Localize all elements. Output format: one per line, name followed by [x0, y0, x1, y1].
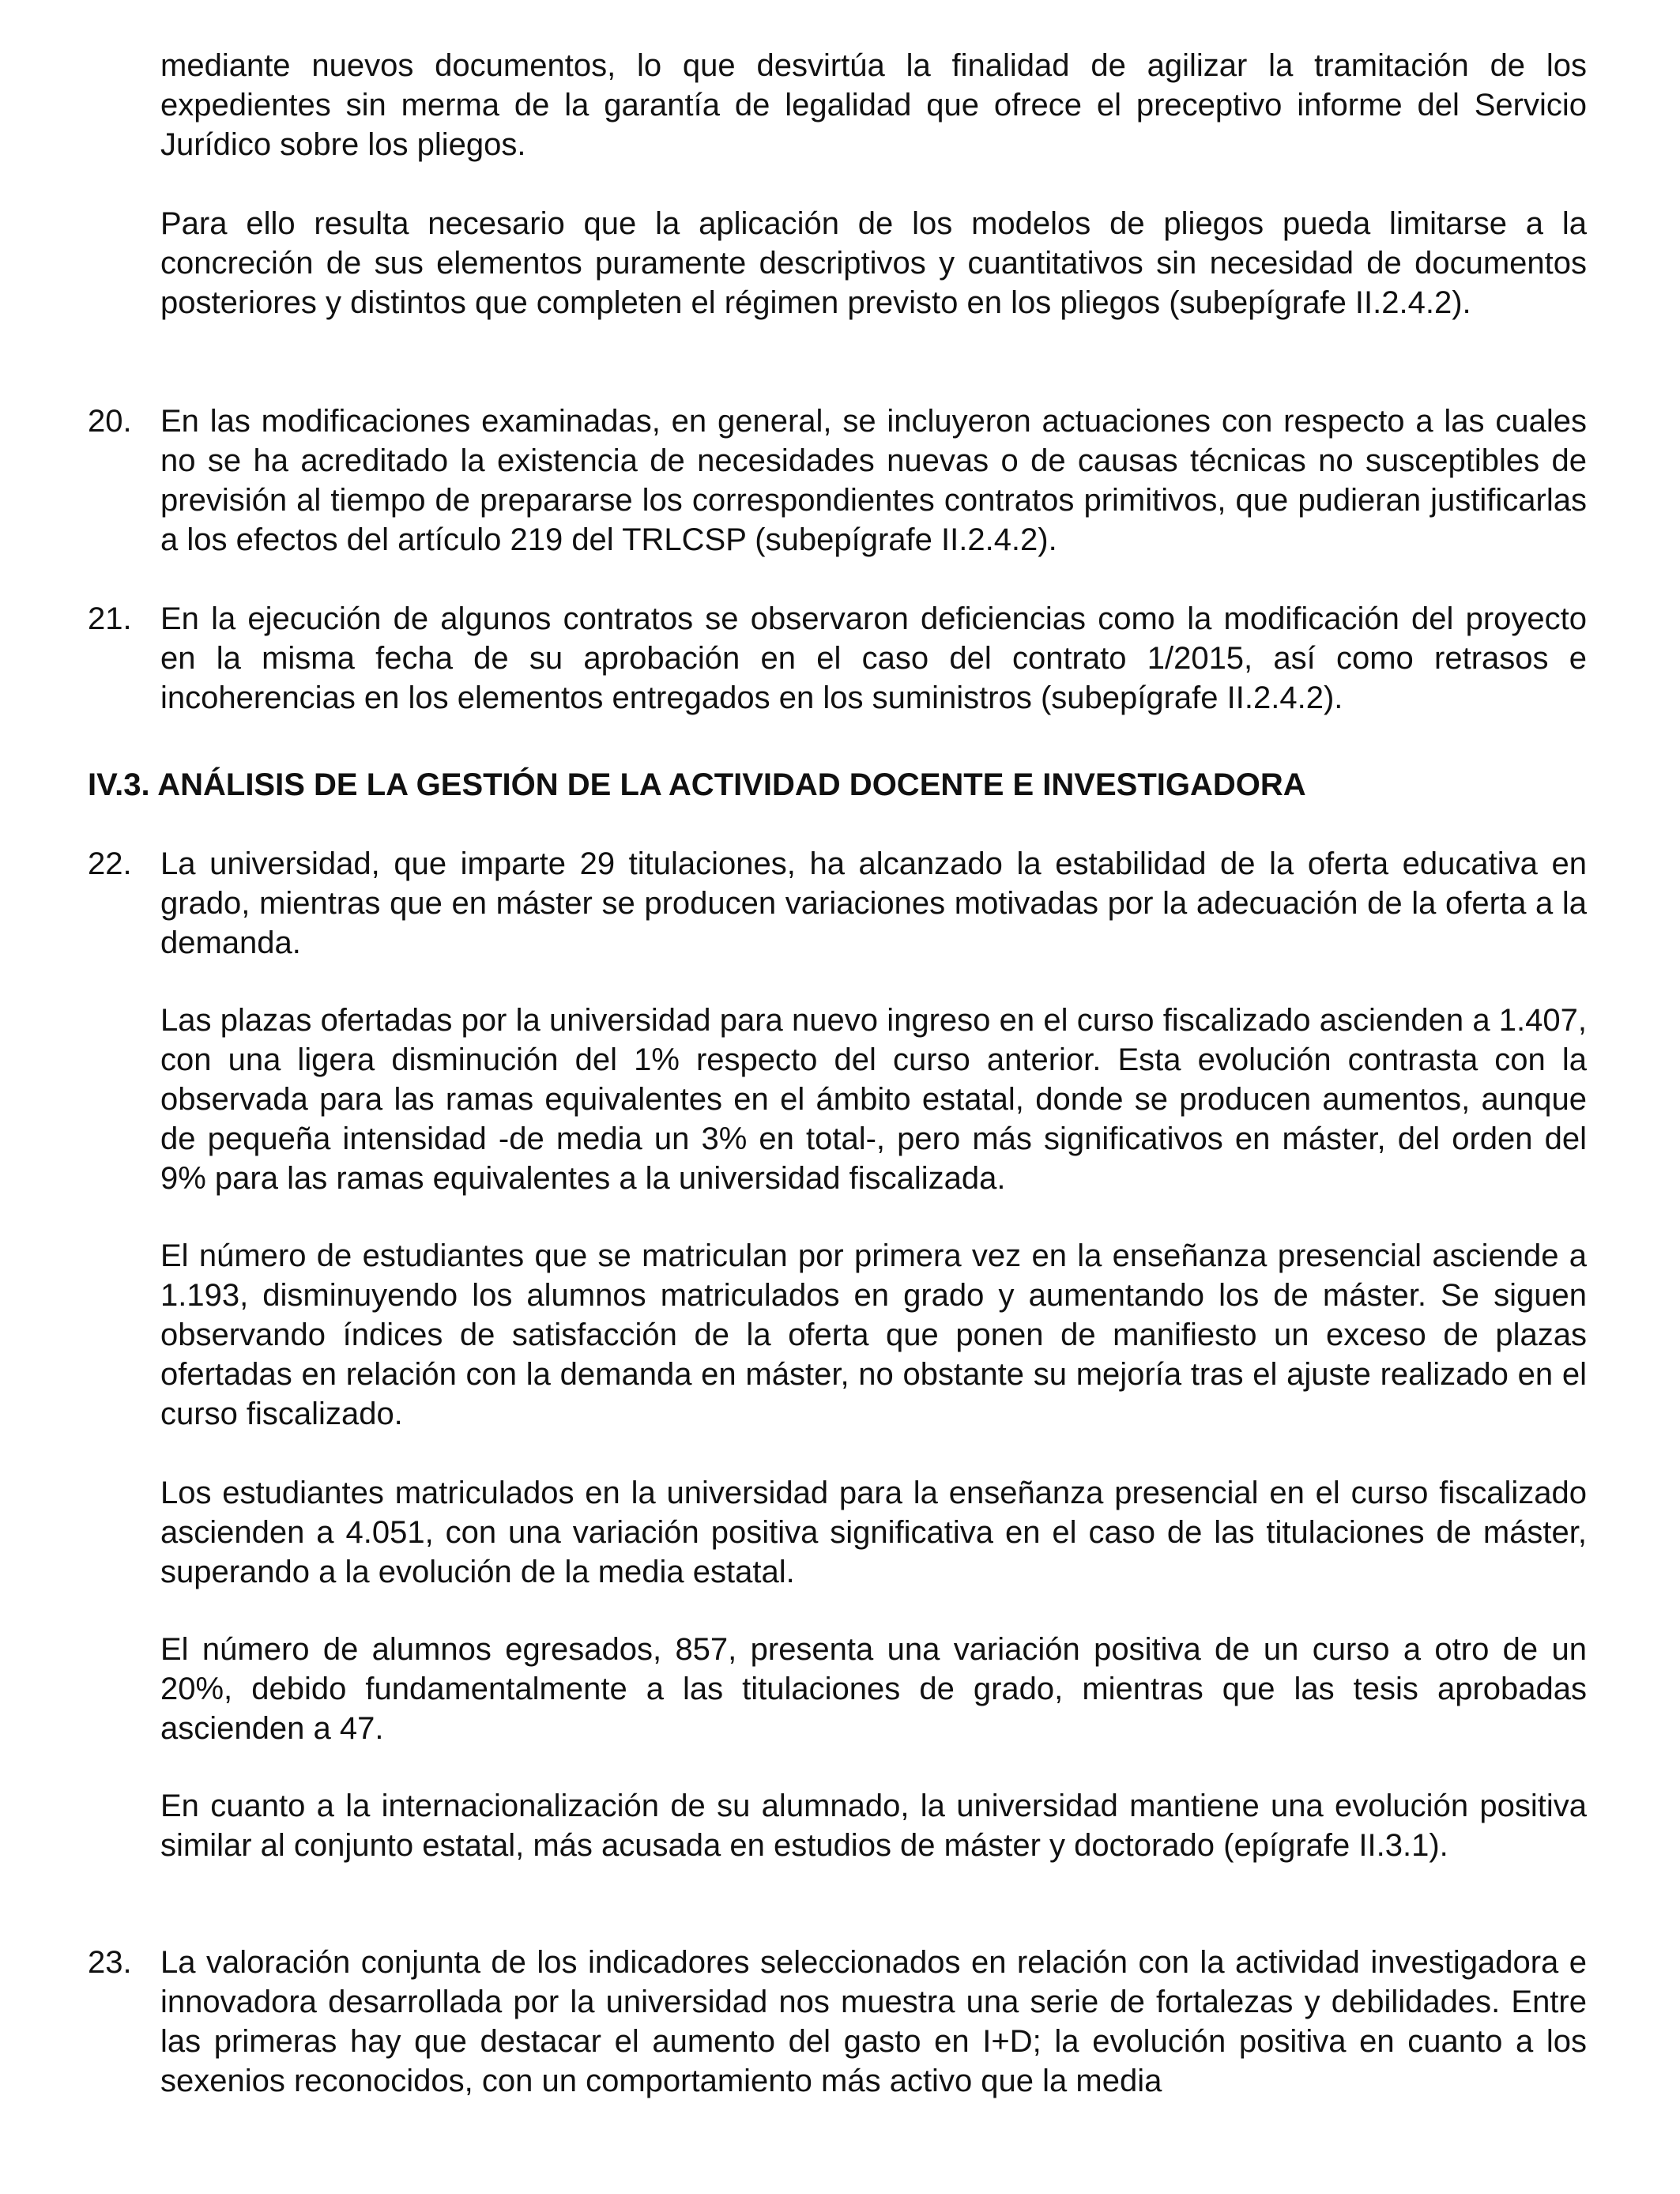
item-number-22: 22.	[88, 846, 132, 881]
item-number-20: 20.	[88, 404, 132, 439]
item-number-23: 23.	[88, 1945, 132, 1980]
item-number-21: 21.	[88, 601, 132, 636]
paragraph-plazas-ofertadas: Las plazas ofertadas por la universidad para nuevo ingreso en el curso fiscalizado ascienden a 1.407, con una ligera disminución del 1% respecto del curso anterior. Esta evolución contrasta con la observada para las ramas equivalentes en el ámbito estatal, donde se producen aumentos, aunque de pequeña intensidad -de media un 3% en total-, pero más significativos en máster, del orden del 9% para las ramas equivalentes a la universidad fiscalizada.	[160, 1003, 1587, 1196]
paragraph-internacionalizacion: En cuanto a la internacionalización de su alumnado, la universidad mantiene una evolución positiva similar al conjunto estatal, más acusada en estudios de máster y doctorado (epígrafe II.3.1).	[160, 1789, 1587, 1863]
paragraph-estudiantes-matriculados: Los estudiantes matriculados en la universidad para la enseñanza presencial en el curso fiscalizado ascienden a 4.051, con una variación positiva significativa en el caso de las titulaciones de máster, superando a la evolución de la media estatal.	[160, 1476, 1587, 1589]
section-heading: IV.3. ANÁLISIS DE LA GESTIÓN DE LA ACTIVIDAD DOCENTE E INVESTIGADORA	[88, 767, 1306, 802]
paragraph-pliegos: Para ello resulta necesario que la aplicación de los modelos de pliegos pueda limitarse a la concreción de sus elementos puramente descriptivos y cuantitativos sin necesidad de documentos posteriores y distintos que completen el régimen previsto en los pliegos (subepígrafe II.2.4.2).	[160, 206, 1587, 320]
item-23-text: La valoración conjunta de los indicadores seleccionados en relación con la actividad investigadora e innovadora desarrollada por la universidad nos muestra una serie de fortalezas y debilidades. Entre las primeras hay que destacar el aumento del gasto en I+D; la evolución positiva en cuanto a los sexenios reconocidos, con un comportamiento más activo que la media	[160, 1945, 1587, 2098]
item-20-text: En las modificaciones examinadas, en general, se incluyeron actuaciones con respecto a las cuales no se ha acreditado la existencia de necesidades nuevas o de causas técnicas no susceptibles de previsión al tiempo de prepararse los correspondientes contratos primitivos, que pudieran justificarlas a los efectos del artículo 219 del TRLCSP (subepígrafe II.2.4.2).	[160, 404, 1587, 557]
paragraph-continuation: mediante nuevos documentos, lo que desvirtúa la finalidad de agilizar la tramitación de los expedientes sin merma de la garantía de legalidad que ofrece el preceptivo informe del Servicio Jurídico sobre los pliegos.	[160, 48, 1587, 162]
paragraph-estudiantes-nuevo-ingreso: El número de estudiantes que se matriculan por primera vez en la enseñanza presencial asciende a 1.193, disminuyendo los alumnos matriculados en grado y aumentando los de máster. Se siguen observando índices de satisfacción de la oferta que ponen de manifiesto un exceso de plazas ofertadas en relación con la demanda en máster, no obstante su mejoría tras el ajuste realizado en el curso fiscalizado.	[160, 1238, 1587, 1431]
paragraph-egresados: El número de alumnos egresados, 857, presenta una variación positiva de un curso a otro de un 20%, debido fundamentalmente a las titulaciones de grado, mientras que las tesis aprobadas ascienden a 47.	[160, 1632, 1587, 1746]
item-22-text: La universidad, que imparte 29 titulaciones, ha alcanzado la estabilidad de la oferta educativa en grado, mientras que en máster se producen variaciones motivadas por la adecuación de la oferta a la demanda.	[160, 846, 1587, 960]
item-21-text: En la ejecución de algunos contratos se observaron deficiencias como la modificación del proyecto en la misma fecha de su aprobación en el caso del contrato 1/2015, así como retrasos e incoherencias en los elementos entregados en los suministros (subepígrafe II.2.4.2).	[160, 601, 1587, 715]
